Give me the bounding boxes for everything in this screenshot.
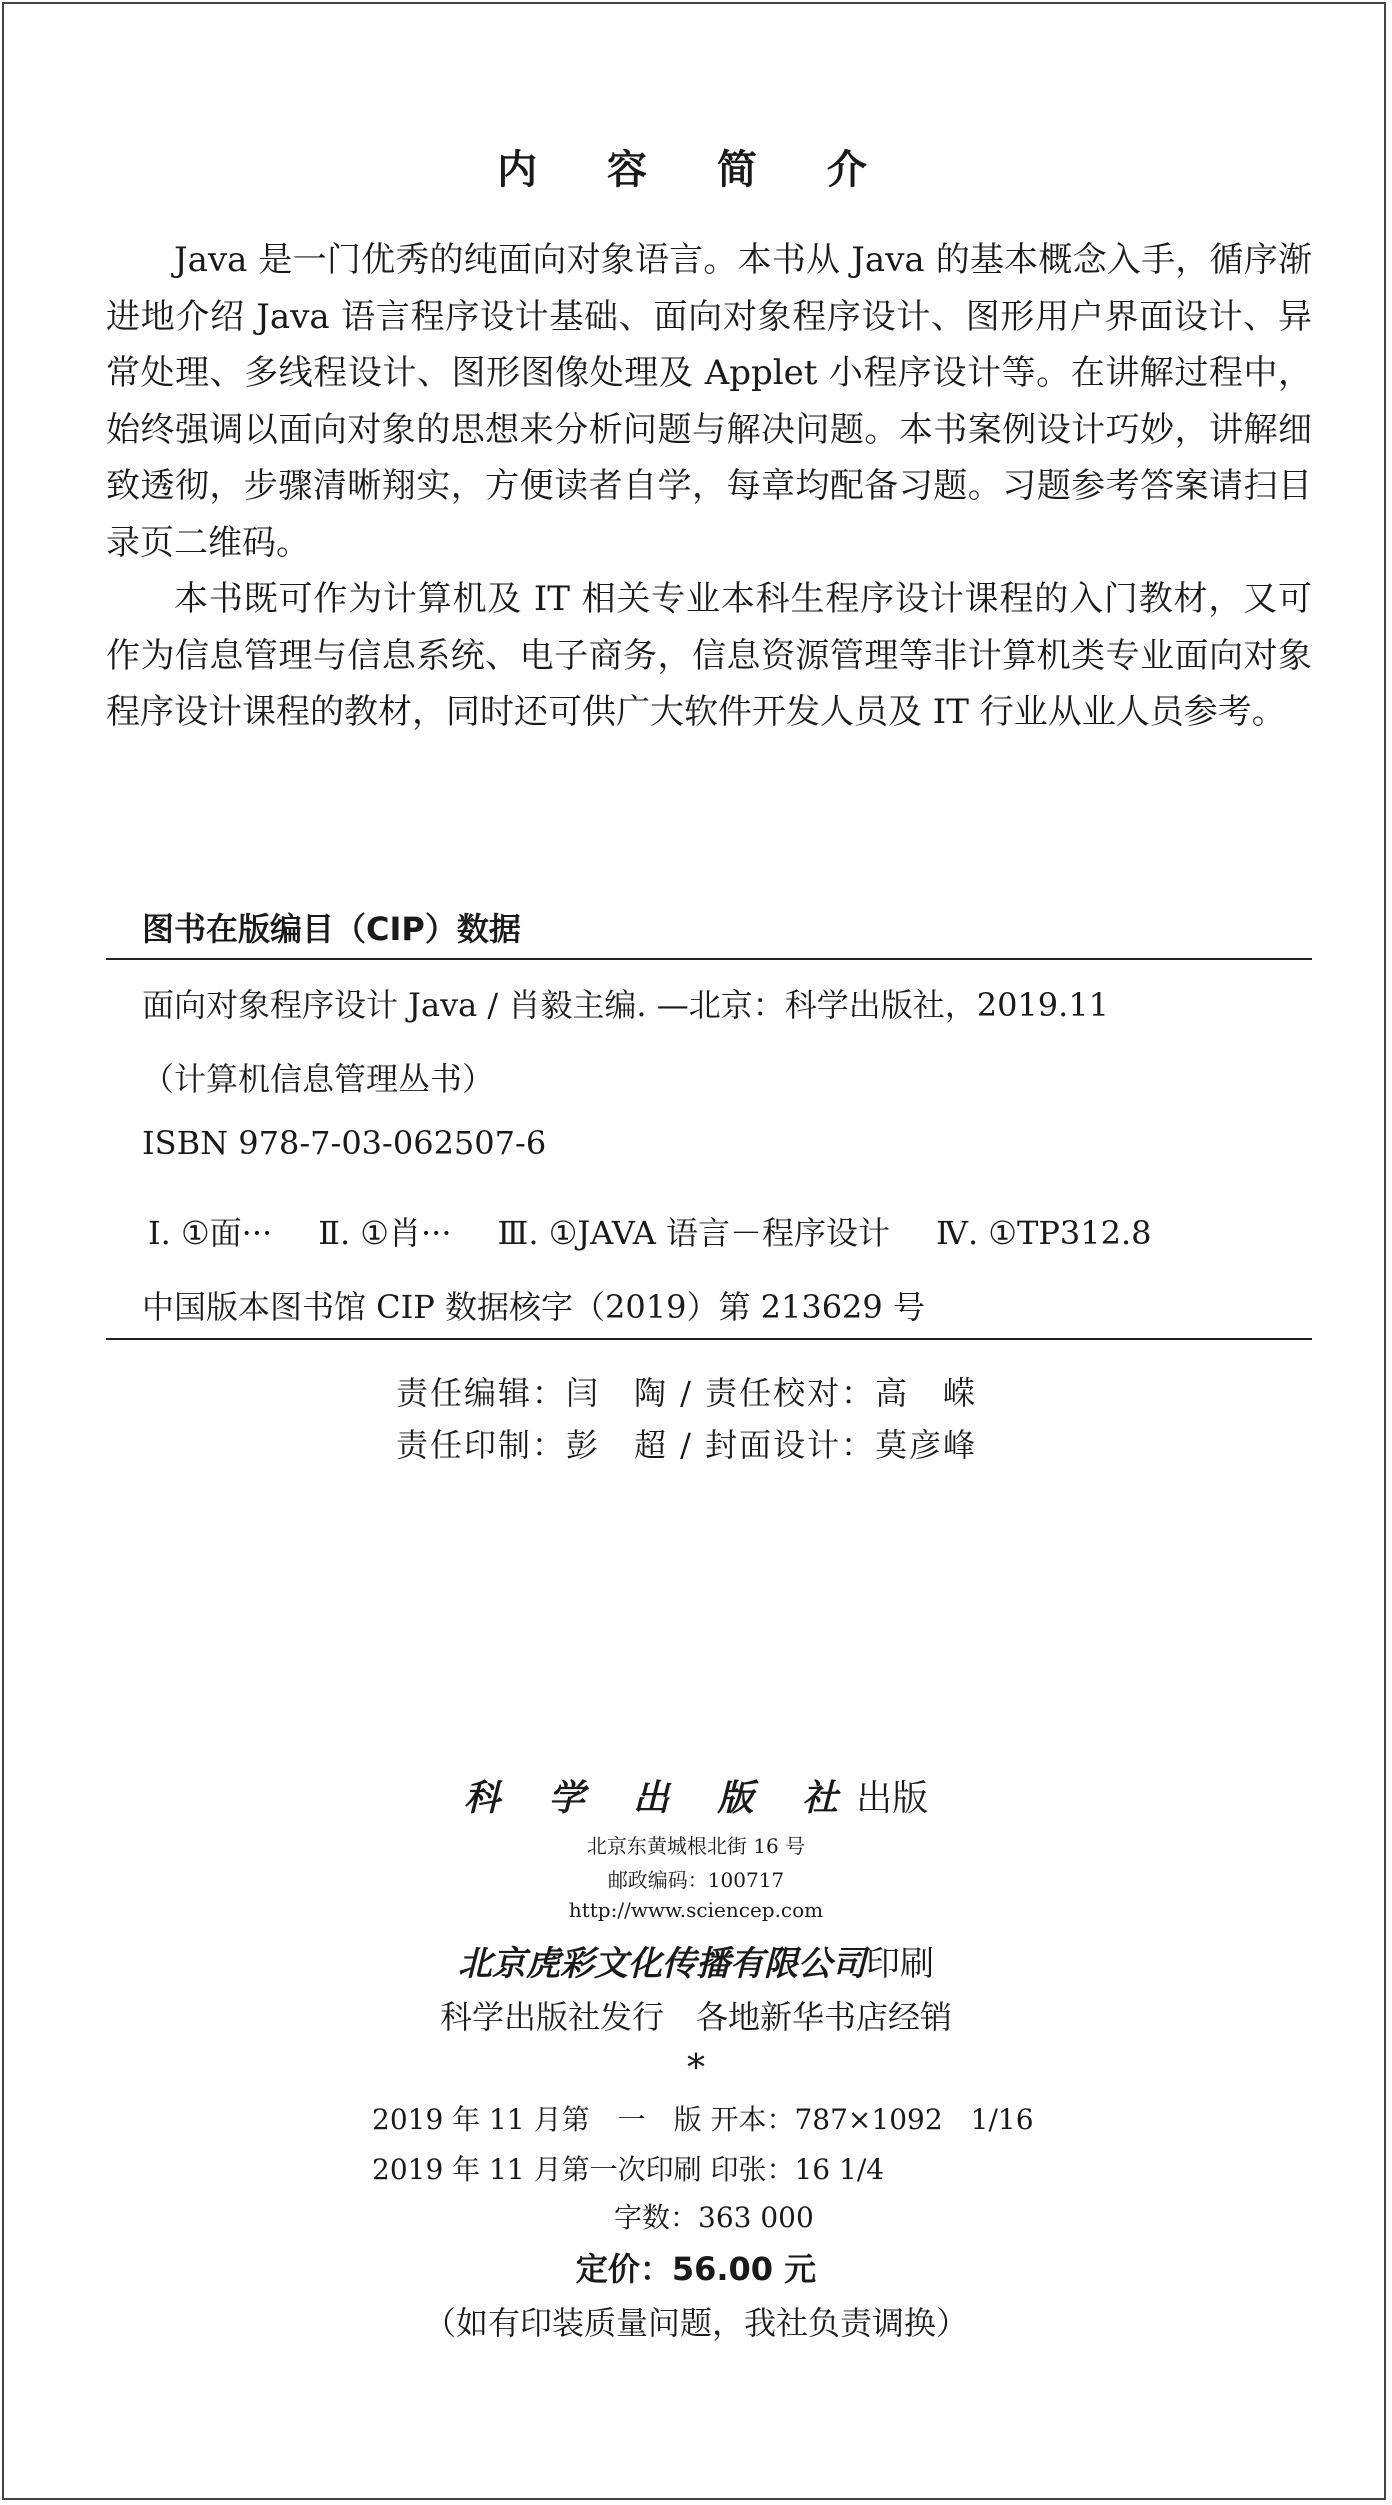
credits-editors: 责任编辑：闫 陶 / 责任校对：高 嵘 (396, 1374, 978, 1412)
publisher-postcode: 邮政编码：100717 (607, 1868, 785, 1892)
cip-class-4: Ⅳ. ①TP312.8 (935, 1214, 1152, 1252)
edition-line-1: 2019 年 11 月第 一 版 开本：787×1092 1/16 (372, 2103, 1034, 2136)
intro-paragraph-2: 本书既可作为计算机及 IT 相关专业本科生程序设计课程的入门教材，又可作为信息管理与信息系统、电子商务，信息资源管理等非计算机类专业面向对象程序设计课程的教材，同时还可供广大软件开发人员及 IT 行业从业人员参考。 (106, 579, 1312, 732)
cip-title-line: 面向对象程序设计 Java / 肖毅主编. —北京：科学出版社，2019.11 (142, 986, 1110, 1024)
credits-production: 责任印制：彭 超 / 封面设计：莫彦峰 (396, 1426, 978, 1464)
intro-section (106, 232, 1312, 741)
publisher-name: 科 学 出 版 社 (463, 1777, 857, 1819)
word-count: 字数：363 000 (614, 2201, 814, 2234)
publisher-line (0, 1770, 1392, 1821)
cip-heading: 图书在版编目（CIP）数据 (142, 910, 521, 948)
cip-classification-line (148, 1208, 1151, 1254)
page-title: 内 容 简 介 (497, 146, 895, 193)
intro-paragraph-1: Java 是一门优秀的纯面向对象语言。本书从 Java 的基本概念入手，循序渐进地介绍 Java 语言程序设计基础、面向对象程序设计、图形用户界面设计、异常处理、多线程设计、图形图像处理及 Applet 小程序设计等。在讲解过程中，始终强调以面向对象的思想来分析问题与解决问题。本书案例设计巧妙，讲解细致透彻，步骤清晰翔实，方便读者自学，每章均配备习题。习题参考答案请扫目录页二维码。 (106, 240, 1312, 563)
publisher-url: http://www.sciencep.com (568, 1898, 824, 1922)
cip-top-rule (106, 958, 1312, 960)
publisher-address: 北京东黄城根北街 16 号 (586, 1834, 806, 1858)
separator-star: * (687, 2048, 705, 2089)
cip-class-1: Ⅰ. ①面··· (148, 1214, 273, 1252)
quality-note: （如有印装质量问题，我社负责调换） (423, 2304, 968, 2342)
cip-approval-line: 中国版本图书馆 CIP 数据核字（2019）第 213629 号 (142, 1288, 925, 1326)
edition-line-2: 2019 年 11 月第一次印刷 印张：16 1/4 (372, 2153, 885, 2186)
printer-line (0, 1936, 1392, 1985)
cip-class-3: Ⅲ. ①JAVA 语言－程序设计 (497, 1214, 890, 1252)
printer-suffix: 印刷 (866, 1944, 934, 1984)
cip-series-line: （计算机信息管理丛书） (142, 1060, 495, 1098)
cip-isbn-line: ISBN 978-7-03-062507-6 (142, 1124, 547, 1162)
distribution-line: 科学出版社发行 各地新华书店经销 (439, 1998, 952, 2036)
cip-bottom-rule (106, 1338, 1312, 1340)
price-line: 定价：56.00 元 (575, 2250, 817, 2288)
printer-name: 北京虎彩文化传播有限公司 (458, 1944, 866, 1984)
cip-class-2: Ⅱ. ①肖··· (318, 1214, 452, 1252)
publisher-suffix: 出版 (856, 1778, 929, 1819)
